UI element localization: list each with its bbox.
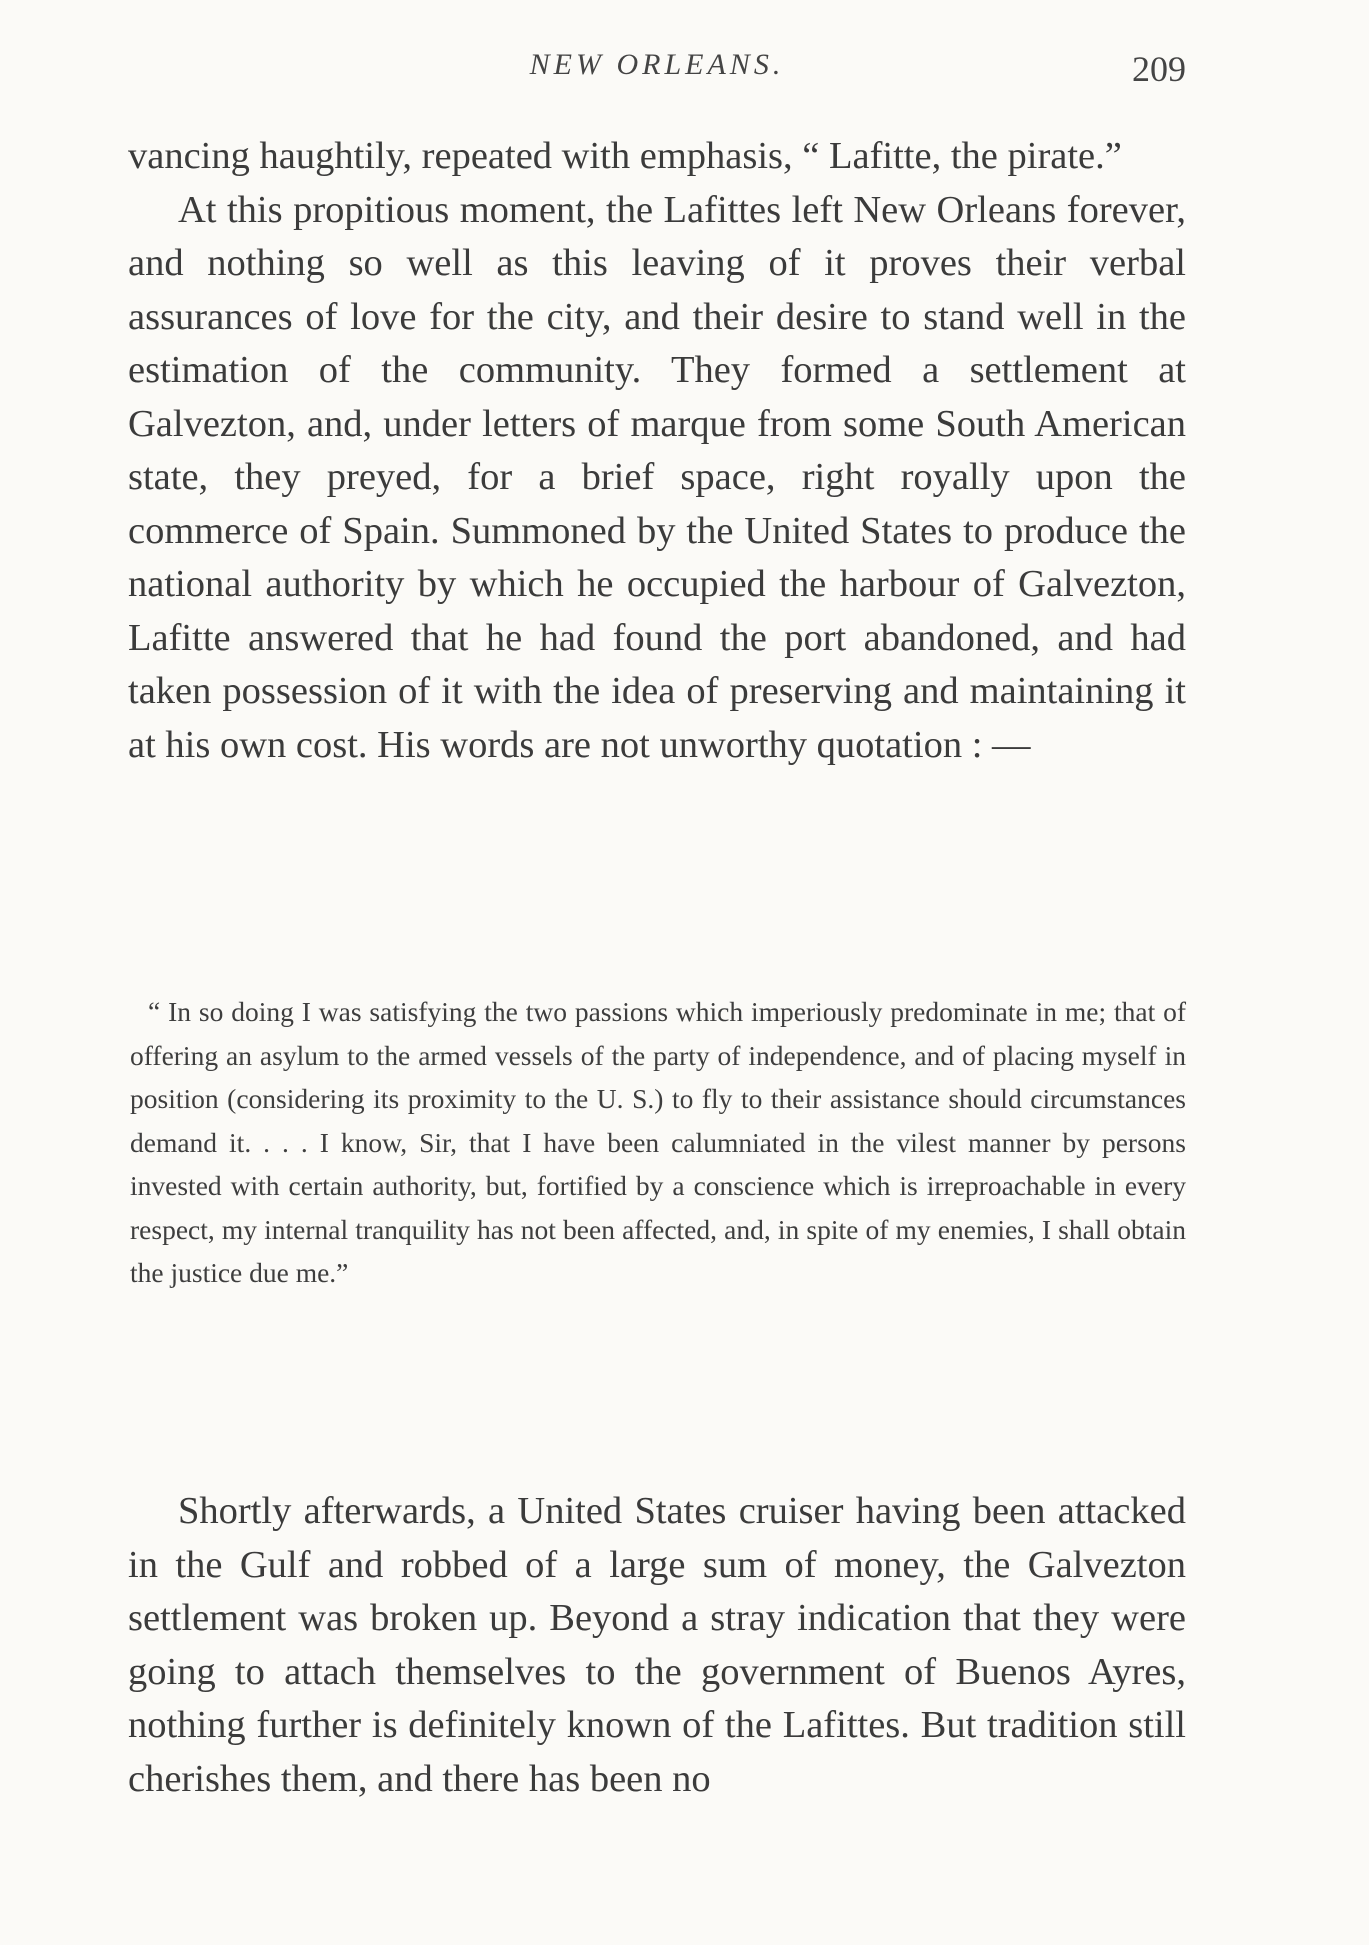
page-number: 209 (1132, 49, 1186, 89)
running-title: NEW ORLEANS. (529, 48, 785, 81)
paragraph: Shortly afterwards, a United States cruiser having been attacked in the Gulf and robbed of a large sum of money, the Galvezton settlement was broken up. Beyond a stray indication that they were going to attach themselves to the government of Buenos Ayres, nothing further is definitely known of the Lafittes. But tradition still cherishes them, and there has been no (128, 1490, 1186, 1800)
quotation-text: “ In so doing I was satisfying the two passions which imperiously predominate in me; that of offering an asylum to the armed vessels of the party of independence, and of placing myself in position (considering its proximity to the U. S.) to fly to their assistance should circumstances demand it. . . . I know, Sir, that I have been calumniated in the vilest manner by persons invested with certain authority, but, fortified by a conscience which is irreproachable in every respect, my internal tranquility has not been affected, and, in spite of my enemies, I shall obtain the justice due me.” (130, 996, 1186, 1288)
block-quotation (130, 990, 1186, 1295)
continued-paragraph: vancing haughtily, repeated with emphasis, “ Lafitte, the pirate.” (128, 135, 1122, 177)
running-head (128, 48, 1186, 98)
paragraph: At this propitious moment, the Lafittes left New Orleans forever, and nothing so well as this leaving of it proves their verbal assurances of love for the city, and their desire to stand well in the estimation of the community. They formed a settlement at Galvezton, and, under letters of marque from some South American state, they preyed, for a brief space, right royally upon the commerce of Spain. Summoned by the United States to produce the national authority by which he occupied the harbour of Galvezton, Lafitte answered that he had found the port abandoned, and had taken possession of it with the idea of preserving and maintaining it at his own cost. His words are not unworthy quotation : — (128, 188, 1186, 766)
body-text-top (128, 130, 1186, 772)
body-text-bottom (128, 1485, 1186, 1806)
